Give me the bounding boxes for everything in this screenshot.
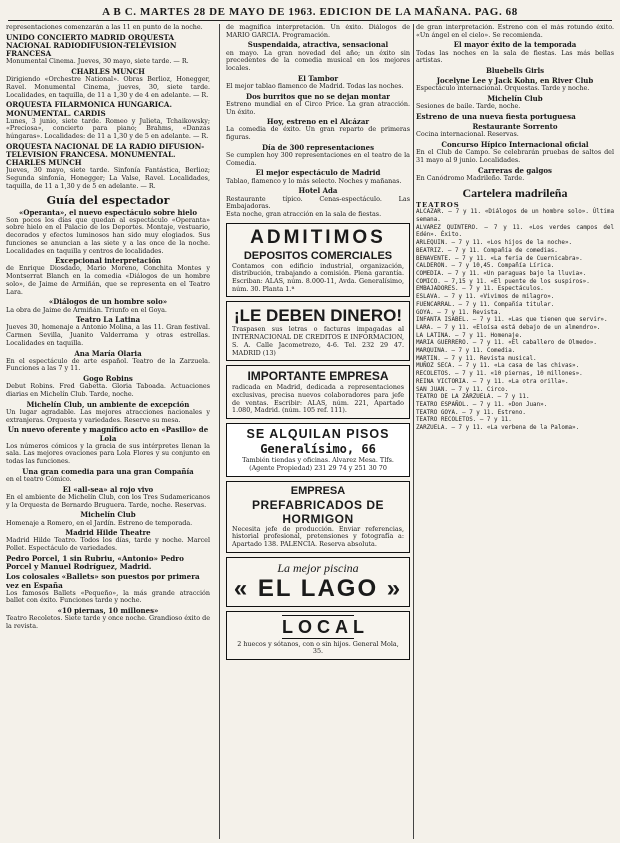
ad-subtitle: La mejor piscina	[277, 560, 359, 575]
ad-body: También tiendas y oficinas. Alvarez Mesa. Tlfs. (Agente Propiedad) 231 29 74 y 251 30 70	[242, 456, 394, 472]
listing-item: CALDERON. — 7 y 10,45. Compañía Lírica.	[416, 263, 555, 270]
column-rule	[219, 24, 220, 839]
article-text: Restaurante típico. Cenas-espectáculo. Las Embajadoras.	[226, 194, 410, 211]
article-heading: Michelín Club, un ambiente de excepción	[26, 399, 190, 409]
listing-item: EMBAJADORES. — 7 y 11. Espectáculos.	[416, 286, 544, 293]
article-heading: Pedro Porcel, 1 sin Rubriu, «Antonio» Pedro Porcel y Manuel Rodríguez, Madrid.	[6, 553, 184, 572]
article-heading: Ana María Olaria	[74, 348, 142, 358]
ad-body: Contamos con edificio industrial, organización, distribución, trabajando a comisión. Plena garantía. Escriban: ALAS, núm. 8.000-11, Avda. Generalísimo, núm. 30. Planta 1.ª	[232, 261, 404, 293]
listing-item: MARIA GUERRERO. — 7 y 11. «El caballero de Olmedo».	[416, 340, 597, 347]
article-heading: UNIDO CONCIERTO MADRID ORQUESTA NACIONAL RADIODIFUSION-TELEVISION FRANCESA	[6, 32, 177, 59]
article-text: de magnífica interpretación. Un éxito. Diálogos de MARIO GARCIA. Programación.	[226, 24, 410, 39]
article-heading: Carreras de galgos	[478, 165, 552, 175]
article-text: En el espectáculo de arte español. Teatro de la Zarzuela. Funciones a las 7 y 11.	[6, 356, 210, 373]
ad-subtitle: DEPOSITOS COMERCIALES	[243, 249, 393, 262]
article-text: Estreno mundial en el Circo Price. La gran atracción. Un éxito.	[226, 99, 410, 116]
article-text: representaciones comenzarán a las 11 en punto de la noche.	[6, 24, 203, 31]
cartelera-heading: Cartelera madrileña	[462, 185, 568, 200]
article-text: Los famosos Ballets «Pequeño», la más grande atracción ballet con éxito. Funciones tarde y noche.	[6, 588, 210, 605]
article-heading: Hoy, estreno en el Alcázar	[266, 117, 370, 127]
article-heading: El mayor éxito de la temporada	[453, 40, 577, 50]
ad-body: radicada en Madrid, dedicada a representaciones exclusivas, precisa nuevos colaboradores para jefe de ventas. Escribir: ALAS, núm. 221, Apartado 1.080, Madrid. (núm. 105 ref. 111).	[232, 383, 404, 415]
ad-body: 2 huecos y sótanos, con o sin hijos. General Mola, 35.	[237, 639, 399, 656]
article-text: Homenaje a Romero, en el Jardín. Estreno de temporada.	[6, 518, 193, 527]
column-rule	[413, 24, 414, 839]
article-heading: Hotel Ada	[298, 186, 338, 196]
ad-subtitle: Generalísimo, 66	[260, 442, 376, 457]
article-heading: Bluebells Girls	[485, 66, 545, 76]
article-text: de Enrique Diosdado, Mario Moreno, Conchita Montes y Montserrat Blanch en la comedia «Diálogos de un hombre solo», de Jaime de Armiñán, que se representa en el Teatro Lara.	[6, 264, 210, 296]
listing-item: FUENCARRAL. — 7 y 11. Compañía titular.	[416, 301, 555, 308]
ad-title: SE ALQUILAN PISOS	[246, 427, 390, 442]
article-text: En el Club de Campo. Se celebrarán pruebas de saltos del 31 mayo al 9 junio. Localidades.	[416, 148, 614, 165]
article-heading: Una gran comedia para una gran Compañía	[22, 466, 194, 476]
article-text: En el ambiente de Michelín Club, con los Tres Sudamericanos y la Orquesta de Bernardo Bruguera. Tarde, noche. Reservas.	[6, 492, 210, 509]
listing-item: BEATRIZ. — 7 y 11. Compañía de comedias.	[416, 247, 558, 254]
article-heading: Restaurante Sorrento	[472, 122, 558, 132]
ad-title: « EL LAGO »	[233, 574, 403, 602]
article-text: Madrid Hilde Teatro. Todos los días, tarde y noche. Marcel Pollet. Espectáculo de variedades.	[6, 536, 210, 553]
ad-title: ADMITIMOS	[250, 226, 386, 248]
article-text: Un lugar agradable. Las mejores atracciones nacionales y extranjeras. Orquesta y variedades. Reserve su mesa.	[6, 407, 210, 424]
article-text: Cocina internacional. Reservas.	[416, 130, 519, 139]
listing-item: LA LATINA. — 7 y 11. Homenaje.	[416, 332, 523, 339]
article-heading: Dos burritos que no se dejan montar	[246, 91, 390, 101]
article-heading: El Tambor	[297, 73, 339, 83]
listing-item: LARA. — 7 y 11. «Eloísa está debajo de un almendro».	[416, 324, 601, 331]
article-text: Todas las noches en la sala de fiestas. Las más bellas artistas.	[416, 48, 614, 65]
listing-item: ALVAREZ QUINTERO. — 7 y 11. «Los verdes campos del Edén». Éxito.	[416, 224, 614, 239]
listing-item: ZARZUELA. — 7 y 11. «La verbena de la Paloma».	[416, 425, 580, 432]
admitimos-ad	[226, 223, 410, 298]
article-text: La comedia de éxito. Un gran reparto de primeras figuras.	[226, 125, 410, 142]
article-heading: Día de 300 representaciones	[261, 142, 375, 152]
article-text: Monumental Cinema. Jueves, 30 mayo, siete tarde. — R.	[6, 57, 189, 66]
ad-title: EMPRESA	[290, 484, 346, 497]
article-text: Debut Robins. Fred Gabetta. Gloria Taboada. Actuaciones diarias en Michelín Club. Tarde, noche.	[6, 382, 210, 399]
article-heading: Jocelyne Lee y Jack Kohn, en River Club	[436, 76, 594, 86]
ad-body: Traspasen sus letras o facturas impagadas al INTERNACIONAL DE CREDITOS E INFORMACION, S. A. Calle Jacometrezo, 4-6. Tel. 232 29 47. MADRID (13)	[232, 325, 404, 357]
page-header: A B C. MARTES 28 DE MAYO DE 1963. EDICION DE LA MAÑANA. PAG. 68	[8, 4, 612, 21]
article-text: Se cumplen hoy 300 representaciones en el teatro de la Comedia.	[226, 151, 410, 167]
listing-item: MARTIN. — 7 y 11. Revista musical.	[416, 355, 537, 362]
listing-item: MARQUINA. — 7 y 11. Comedia.	[416, 348, 516, 355]
article-text: Jueves 30, homenaje a Antonio Molina, a las 11. Gran festival. Carmen Sevilla, Juanito Valderrama y otras estrellas. Localidades en taquilla.	[6, 323, 210, 347]
article-heading: Estreno de una nueva fiesta portuguesa	[416, 112, 576, 122]
ad-body: Necesita jefe de producción. Enviar referencias, historial profesional, pretensiones y fotografía a: Apartado 138. PALENCIA. Reserva absoluta.	[232, 524, 404, 548]
listing-item: ALCAZAR. — 7 y 11. «Diálogos de un hombre solo». Última semana.	[416, 209, 614, 224]
article-heading: CHARLES MUNCH	[71, 67, 145, 77]
article-text: Esta noche, gran atracción en la sala de fiestas.	[226, 209, 382, 218]
article-heading: Excepcional interpretación	[54, 256, 162, 266]
listing-item: ARLEQUIN. — 7 y 11. «Los hijos de la noche».	[416, 240, 573, 247]
section-heading: Guía del espectador	[46, 193, 170, 207]
article-text: en el teatro Cómico.	[6, 475, 72, 484]
ad-subtitle: PREFABRICADOS DE HORMIGON	[251, 497, 384, 526]
article-text: En Canódromo Madrileño. Tarde.	[416, 173, 525, 182]
middle-column	[226, 24, 410, 839]
listing-item: ESLAVA. — 7 y 11. «Vivimos de milagro».	[416, 294, 555, 301]
le-deben-dinero-ad	[226, 301, 410, 361]
ad-title: IMPORTANTE EMPRESA	[247, 369, 389, 384]
article-text: Jueves, 30 mayo, siete tarde. Sinfonía Fantástica, Berlioz; Segunda sinfonía, Honegger; La Valse, Ravel. Localidades, taquilla, de 11 a 1,30 y de 5 en adelante. — R.	[6, 166, 210, 190]
article-heading: Teatro La Latina	[75, 315, 141, 325]
article-heading: «10 piernas, 10 millones»	[57, 606, 159, 616]
article-heading: «Operanta», el nuevo espectáculo sobre hielo	[18, 207, 197, 217]
article-text: en mayo. La gran novedad del año; un éxito sin precedentes de la comedia musical en los mejores locales.	[226, 48, 410, 73]
article-heading: Michelín Club	[80, 510, 136, 520]
article-text: Son pocos los días que quedan al espectáculo «Operanta» sobre hielo en el Palacio de los Deportes. Montaje, vestuario, decorados y efectos luminosos han sido muy elogiados. Sus funciones se anuncian a las siete y a las once de la noche. Localidades en taquilla y centros de localidades.	[6, 215, 210, 255]
listing-item: RECOLETOS. — 7 y 11. «10 piernas, 10 millones».	[416, 371, 583, 378]
article-text: Los números cómicos y la gracia de sus intérpretes llenan la sala. Las mejores ovaciones para Lola Flores y su conjunto en todas las funciones.	[6, 441, 210, 466]
article-heading: ORQUESTA NACIONAL DE LA RADIO DIFUSION-TELEVISION FRANCESA. MONUMENTAL. CHARLES MUNCH	[6, 141, 205, 168]
article-heading: Los colosales «Ballets» son puestos por primera vez en España	[6, 572, 200, 590]
article-text: El mejor tablao flamenco de Madrid. Todas las noches.	[226, 81, 404, 90]
listing-item: INFANTA ISABEL. — 7 y 11. «Las que tienen que servir».	[416, 317, 608, 324]
local-ad	[226, 611, 410, 660]
importante-empresa-ad	[226, 365, 410, 419]
article-heading: Madrid Hilde Theatre	[65, 528, 151, 538]
left-column	[6, 24, 210, 839]
alquilan-pisos-ad	[226, 423, 410, 476]
article-text: Sesiones de baile. Tarde, noche.	[416, 102, 521, 111]
article-heading: ORQUESTA FILARMONICA HUNGARICA. MONUMENTAL. CARDIS	[6, 100, 172, 118]
el-lago-ad	[226, 557, 410, 607]
article-text: Tablao, flamenco y lo más selecto. Noches y mañanas.	[226, 176, 402, 185]
article-heading: Suspendaida, atractiva, sensacional	[247, 40, 389, 50]
ad-title: LOCAL	[282, 616, 369, 637]
article-text: Espectáculo internacional. Orquestas. Tarde y noche.	[416, 84, 590, 93]
prefabricados-ad	[226, 481, 410, 553]
article-text: La obra de Jaime de Armiñán. Triunfo en el Goya.	[6, 305, 167, 314]
listing-item: COMICO. — 7,15 y 11. «El puente de los suspiros».	[416, 278, 590, 285]
listing-item: TEATRO RECOLETOS. — 7 y 11.	[416, 417, 512, 424]
listing-item: REINA VICTORIA. — 7 y 11. «La otra orilla».	[416, 378, 569, 385]
article-text: de gran interpretación. Estreno con el más rotundo éxito. «Un ángel en el cielo». Se recomienda.	[416, 24, 614, 39]
listing-item: COMEDIA. — 7 y 11. «Un paraguas bajo la lluvia».	[416, 270, 587, 277]
right-column	[416, 24, 614, 839]
article-heading: El «all-sea» al rojo vivo	[62, 484, 154, 494]
article-heading: Gogo Robins	[83, 374, 133, 384]
cartelera-list	[416, 209, 614, 432]
listing-item: TEATRO GOYA. — 7 y 11. Estreno.	[416, 409, 526, 416]
article-text: Dirigiendo «Orchestre National». Obras Berlioz, Honegger, Ravel. Monumental Cinema, jueves, 30, siete tarde. Localidades, en taquilla, de 11 a 1,30 y de 4 en adelante. — R.	[6, 75, 210, 99]
listing-item: SAN JUAN. — 7 y 11. Circo.	[416, 386, 509, 393]
article-heading: Concurso Hípico Internacional oficial	[441, 140, 589, 150]
ad-title: ¡LE DEBEN DINERO!	[233, 306, 403, 326]
listing-item: GOYA. — 7 y 11. Revista.	[416, 309, 502, 316]
teatros-label: TEATROS	[416, 200, 460, 209]
article-text: Teatro Recoletos. Siete tarde y once noche. Grandioso éxito de la revista.	[6, 614, 210, 631]
listing-item: TEATRO DE LA ZARZUELA. — 7 y 11.	[416, 394, 530, 401]
article-heading: Michelín Club	[487, 94, 543, 104]
article-heading: El mejor espectáculo de Madrid	[255, 168, 381, 178]
listing-item: MUÑOZ SECA. — 7 y 11. «La casa de las chivas».	[416, 363, 580, 370]
article-heading: «Diálogos de un hombre solo»	[48, 297, 168, 307]
listing-item: BENAVENTE. — 7 y 11. «La feria de Cuernicabra».	[416, 255, 583, 262]
article-heading: Un nuevo oferente y magnífico acto en «Pasillo» de Lola	[7, 425, 209, 443]
article-text: Lunes, 3 junio, siete tarde. Romeo y Julieta, Tchaikowsky; «Preciosa», concierto para piano; Brahms, «Danzas húngaras». Localidades: de 11 a 1,30 y de 5 en adelante. — R.	[6, 116, 210, 141]
listing-item: TEATRO ESPAÑOL. — 7 y 11. «Don Juan».	[416, 401, 548, 408]
